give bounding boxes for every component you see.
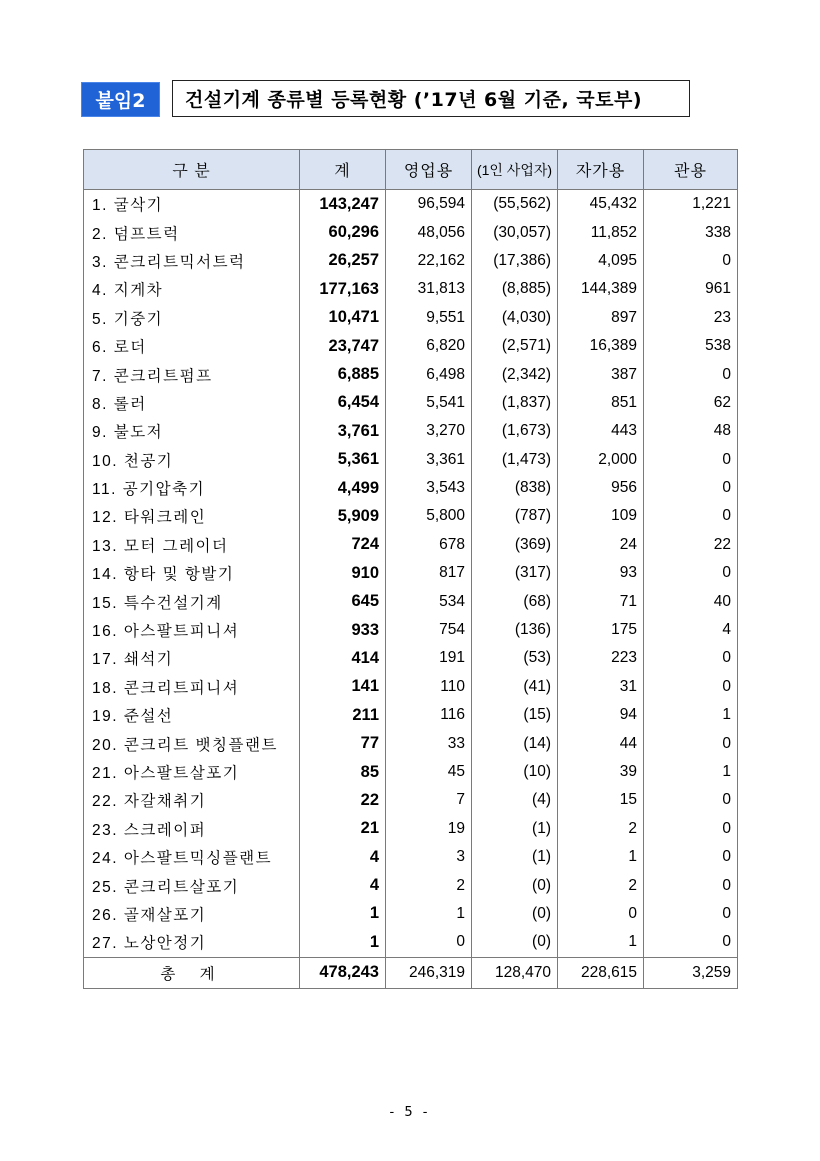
row-total: 10,471 [300, 304, 386, 332]
row-total: 5,361 [300, 446, 386, 474]
row-individual: (1,473) [472, 446, 558, 474]
row-government: 0 [644, 786, 738, 814]
row-business: 3,543 [386, 474, 472, 502]
row-individual: (15) [472, 701, 558, 729]
row-name: 10. 천공기 [84, 446, 300, 474]
row-individual: (136) [472, 616, 558, 644]
row-total: 1 [300, 900, 386, 928]
row-total: 177,163 [300, 275, 386, 303]
table-row [84, 673, 738, 701]
row-total: 645 [300, 587, 386, 615]
row-individual: (2,342) [472, 360, 558, 388]
table-row [84, 729, 738, 757]
header-category: 구 분 [84, 150, 300, 190]
row-individual: (53) [472, 644, 558, 672]
row-government: 0 [644, 247, 738, 275]
row-total: 60,296 [300, 218, 386, 246]
row-individual: (41) [472, 673, 558, 701]
row-name: 18. 콘크리트피니셔 [84, 673, 300, 701]
row-business: 2 [386, 871, 472, 899]
table-row [84, 900, 738, 928]
table-row [84, 474, 738, 502]
row-individual: (10) [472, 758, 558, 786]
row-government: 1,221 [644, 190, 738, 219]
table-row [84, 332, 738, 360]
table-row [84, 190, 738, 219]
row-government: 1 [644, 701, 738, 729]
header-government: 관용 [644, 150, 738, 190]
row-individual: (0) [472, 871, 558, 899]
row-total: 22 [300, 786, 386, 814]
total-individual: 128,470 [472, 957, 558, 988]
table-row [84, 531, 738, 559]
table-row [84, 360, 738, 388]
row-business: 6,820 [386, 332, 472, 360]
row-name: 26. 골재살포기 [84, 900, 300, 928]
row-government: 0 [644, 644, 738, 672]
row-name: 4. 지게차 [84, 275, 300, 303]
row-total: 77 [300, 729, 386, 757]
row-total: 5,909 [300, 502, 386, 530]
row-private: 2 [558, 871, 644, 899]
row-name: 27. 노상안정기 [84, 928, 300, 957]
row-name: 5. 기중기 [84, 304, 300, 332]
table-row [84, 928, 738, 957]
row-government: 0 [644, 673, 738, 701]
row-business: 3 [386, 843, 472, 871]
row-individual: (1,673) [472, 417, 558, 445]
row-name: 6. 로더 [84, 332, 300, 360]
row-government: 48 [644, 417, 738, 445]
header-total: 계 [300, 150, 386, 190]
row-private: 15 [558, 786, 644, 814]
row-government: 0 [644, 502, 738, 530]
row-individual: (369) [472, 531, 558, 559]
row-total: 4,499 [300, 474, 386, 502]
total-private: 228,615 [558, 957, 644, 988]
table-row [84, 389, 738, 417]
registration-table [83, 149, 738, 989]
row-name: 3. 콘크리트믹서트럭 [84, 247, 300, 275]
table-row [84, 446, 738, 474]
table-body [84, 190, 738, 958]
table-row [84, 871, 738, 899]
row-private: 4,095 [558, 247, 644, 275]
row-government: 1 [644, 758, 738, 786]
row-business: 6,498 [386, 360, 472, 388]
table-row [84, 815, 738, 843]
row-private: 39 [558, 758, 644, 786]
row-business: 31,813 [386, 275, 472, 303]
row-individual: (4,030) [472, 304, 558, 332]
row-name: 14. 항타 및 항발기 [84, 559, 300, 587]
row-individual: (1) [472, 843, 558, 871]
row-private: 897 [558, 304, 644, 332]
row-business: 5,541 [386, 389, 472, 417]
row-individual: (8,885) [472, 275, 558, 303]
table-row [84, 843, 738, 871]
row-individual: (55,562) [472, 190, 558, 219]
table-row [84, 247, 738, 275]
row-government: 23 [644, 304, 738, 332]
table-row [84, 616, 738, 644]
row-individual: (1) [472, 815, 558, 843]
row-business: 110 [386, 673, 472, 701]
total-row [84, 957, 738, 988]
row-name: 20. 콘크리트 뱃칭플랜트 [84, 729, 300, 757]
row-business: 48,056 [386, 218, 472, 246]
row-name: 2. 덤프트럭 [84, 218, 300, 246]
row-name: 21. 아스팔트살포기 [84, 758, 300, 786]
row-name: 8. 롤러 [84, 389, 300, 417]
row-business: 191 [386, 644, 472, 672]
row-private: 1 [558, 843, 644, 871]
row-government: 0 [644, 843, 738, 871]
attachment-badge: 붙임2 [81, 82, 160, 117]
table-row [84, 587, 738, 615]
row-individual: (1,837) [472, 389, 558, 417]
table-row [84, 701, 738, 729]
row-total: 933 [300, 616, 386, 644]
row-private: 2,000 [558, 446, 644, 474]
row-business: 5,800 [386, 502, 472, 530]
row-business: 0 [386, 928, 472, 957]
row-individual: (838) [472, 474, 558, 502]
row-business: 9,551 [386, 304, 472, 332]
row-private: 851 [558, 389, 644, 417]
row-name: 12. 타워크레인 [84, 502, 300, 530]
row-government: 538 [644, 332, 738, 360]
row-government: 0 [644, 871, 738, 899]
row-private: 31 [558, 673, 644, 701]
header [81, 80, 693, 119]
row-government: 4 [644, 616, 738, 644]
table-row [84, 786, 738, 814]
row-name: 17. 쇄석기 [84, 644, 300, 672]
row-private: 109 [558, 502, 644, 530]
table-row [84, 218, 738, 246]
row-total: 910 [300, 559, 386, 587]
row-private: 45,432 [558, 190, 644, 219]
row-government: 22 [644, 531, 738, 559]
row-private: 144,389 [558, 275, 644, 303]
row-total: 141 [300, 673, 386, 701]
row-individual: (30,057) [472, 218, 558, 246]
row-name: 9. 불도저 [84, 417, 300, 445]
table-row [84, 644, 738, 672]
row-name: 19. 준설선 [84, 701, 300, 729]
row-government: 0 [644, 815, 738, 843]
page-title: 건설기계 종류별 등록현황 (’17년 6월 기준, 국토부) [172, 80, 690, 117]
total-sum: 478,243 [300, 957, 386, 988]
row-name: 13. 모터 그레이더 [84, 531, 300, 559]
table-row [84, 758, 738, 786]
row-name: 11. 공기압축기 [84, 474, 300, 502]
row-individual: (4) [472, 786, 558, 814]
row-private: 387 [558, 360, 644, 388]
row-name: 24. 아스팔트믹싱플랜트 [84, 843, 300, 871]
total-label: 총 계 [84, 957, 300, 988]
row-private: 175 [558, 616, 644, 644]
row-business: 7 [386, 786, 472, 814]
row-total: 21 [300, 815, 386, 843]
row-private: 11,852 [558, 218, 644, 246]
table-row [84, 275, 738, 303]
row-private: 0 [558, 900, 644, 928]
header-private: 자가용 [558, 150, 644, 190]
table-header-row [84, 150, 738, 190]
header-individual: (1인 사업자) [472, 150, 558, 190]
row-government: 338 [644, 218, 738, 246]
row-individual: (787) [472, 502, 558, 530]
table-row [84, 559, 738, 587]
table-row [84, 417, 738, 445]
table-row [84, 502, 738, 530]
row-government: 0 [644, 559, 738, 587]
row-business: 96,594 [386, 190, 472, 219]
row-government: 0 [644, 360, 738, 388]
row-total: 4 [300, 871, 386, 899]
row-total: 23,747 [300, 332, 386, 360]
row-government: 0 [644, 900, 738, 928]
row-business: 534 [386, 587, 472, 615]
row-business: 817 [386, 559, 472, 587]
row-business: 116 [386, 701, 472, 729]
row-name: 23. 스크레이퍼 [84, 815, 300, 843]
row-individual: (0) [472, 928, 558, 957]
row-private: 71 [558, 587, 644, 615]
row-total: 143,247 [300, 190, 386, 219]
row-business: 19 [386, 815, 472, 843]
row-business: 22,162 [386, 247, 472, 275]
row-government: 0 [644, 446, 738, 474]
row-private: 223 [558, 644, 644, 672]
row-business: 754 [386, 616, 472, 644]
page-number: - 5 - [389, 1105, 431, 1120]
table-row [84, 304, 738, 332]
row-business: 1 [386, 900, 472, 928]
row-total: 6,885 [300, 360, 386, 388]
row-private: 956 [558, 474, 644, 502]
row-business: 33 [386, 729, 472, 757]
row-total: 414 [300, 644, 386, 672]
row-private: 44 [558, 729, 644, 757]
row-total: 724 [300, 531, 386, 559]
row-private: 2 [558, 815, 644, 843]
row-individual: (0) [472, 900, 558, 928]
row-government: 0 [644, 729, 738, 757]
row-name: 1. 굴삭기 [84, 190, 300, 219]
row-business: 45 [386, 758, 472, 786]
row-total: 85 [300, 758, 386, 786]
row-total: 1 [300, 928, 386, 957]
row-individual: (14) [472, 729, 558, 757]
row-business: 3,361 [386, 446, 472, 474]
row-name: 25. 콘크리트살포기 [84, 871, 300, 899]
row-business: 678 [386, 531, 472, 559]
row-government: 40 [644, 587, 738, 615]
row-individual: (317) [472, 559, 558, 587]
row-total: 211 [300, 701, 386, 729]
row-government: 0 [644, 474, 738, 502]
row-government: 961 [644, 275, 738, 303]
row-name: 16. 아스팔트피니셔 [84, 616, 300, 644]
row-name: 15. 특수건설기계 [84, 587, 300, 615]
row-private: 94 [558, 701, 644, 729]
row-individual: (2,571) [472, 332, 558, 360]
row-private: 24 [558, 531, 644, 559]
total-government: 3,259 [644, 957, 738, 988]
row-private: 1 [558, 928, 644, 957]
row-name: 22. 자갈채취기 [84, 786, 300, 814]
row-individual: (68) [472, 587, 558, 615]
row-total: 26,257 [300, 247, 386, 275]
row-individual: (17,386) [472, 247, 558, 275]
row-business: 3,270 [386, 417, 472, 445]
row-private: 93 [558, 559, 644, 587]
header-business: 영업용 [386, 150, 472, 190]
row-private: 443 [558, 417, 644, 445]
row-total: 3,761 [300, 417, 386, 445]
row-government: 62 [644, 389, 738, 417]
row-total: 4 [300, 843, 386, 871]
row-total: 6,454 [300, 389, 386, 417]
row-government: 0 [644, 928, 738, 957]
row-private: 16,389 [558, 332, 644, 360]
total-business: 246,319 [386, 957, 472, 988]
row-name: 7. 콘크리트펌프 [84, 360, 300, 388]
